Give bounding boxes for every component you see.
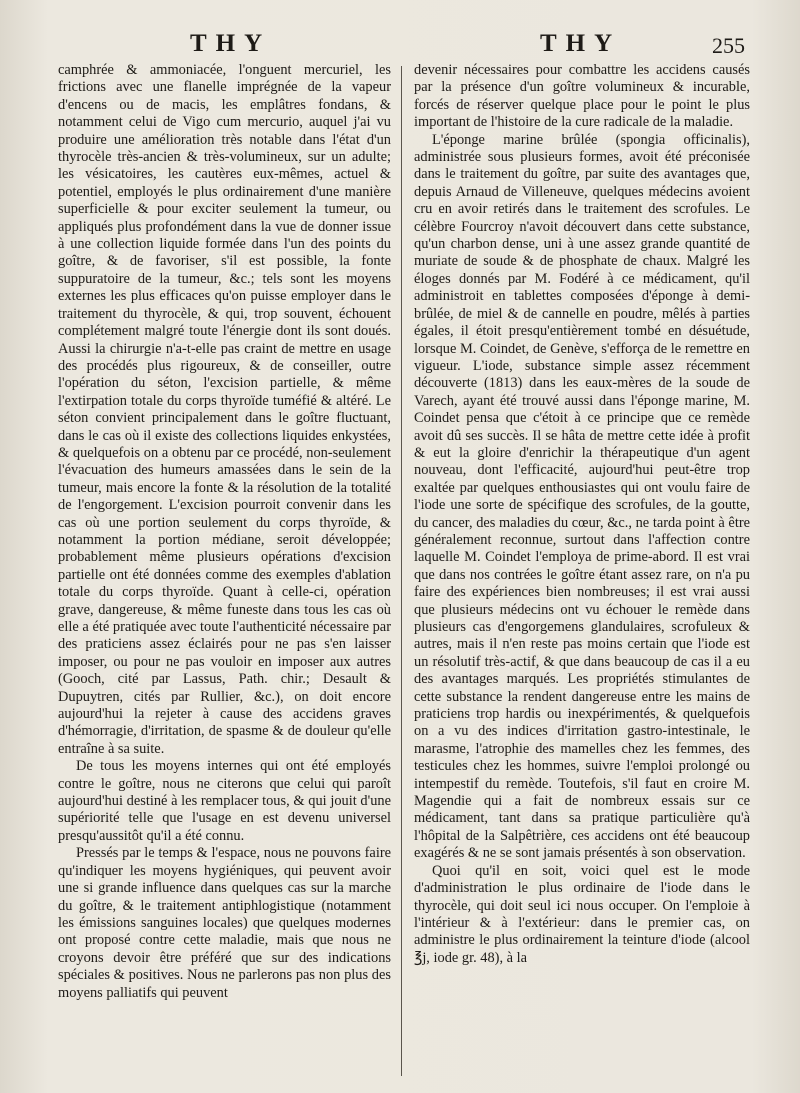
header-left-title: THY xyxy=(190,30,272,57)
left-paragraph-2: De tous les moyens internes qui ont été employés contre le goître, nous ne citerons que celui qui paroît aujourd'hui destiné à les remplacer tous, & qui jouit d'une supériorité telle que l'usage en est devenu universel presqu'aussitôt qu'il a été connu. xyxy=(58,758,391,844)
left-column xyxy=(58,62,391,1002)
right-paragraph-2: L'éponge marine brûlée (spongia officinalis), administrée sous plusieurs formes, avoit été préconisée dans le traitement du goître, par suite des avantages que, depuis Arnaud de Villeneuve, quelques médecins avoient cru en avoir retirés dans le traitement des scrofules. Le célèbre Fourcroy n'avoit découvert dans cette substance, qu'un charbon dense, uni à une assez grande quantité de muriate de soude & de phosphate de chaux. Malgré les éloges donnés par M. Fodéré à ce médicament, qu'il administroit en tablettes composées d'éponge à demi-brûlée, de miel & de cannelle en poudre, mêlés à parties égales, il étoit presqu'entièrement tombé en désuétude, lorsque M. Coindet, de Genève, s'efforça de le remettre en vigueur. L'iode, substance simple assez récemment découverte (1813) dans les eaux-mères de la soude de Varech, ayant été trouvé aussi dans l'éponge marine, M. Coindet pensa que c'étoit à ce principe que ce remède avoit dû ses succès. Il se hâta de mettre cette idée à profit & eut la gloire d'enrichir la thérapeutique d'un agent nouveau, dont l'efficacité, aujourd'hui peut-être trop exaltée par quelques enthousiastes qui ont voulu faire de l'iode une sorte de spécifique des scrofules, de la goutte, du cancer, des maladies du cœur, &c., ne tarda point à être généralement reconnue, surtout dans l'affection contre laquelle M. Coindet l'employa de prime-abord. Il est vrai que dans nos contrées le goître étant assez rare, on n'a pu faire des expériences bien nombreuses; il est vrai aussi que plusieurs médecins ont vu échouer le remède dans plusieurs cas d'engorgemens glandulaires, scrofuleux & autres, mais il n'en reste pas moins certain que l'iode est un résolutif très-actif, & que dans beaucoup de cas il a eu des avantages marqués. Les propriétés stimulantes de cette substance la rendent dangereuse entre les mains de praticiens trop hardis ou inexpérimentés, & quelquefois on a vu des indices d'irritation gastro-intestinale, le marasme, l'atrophie des mamelles chez les femmes, des testicules chez les hommes, suivre l'emploi prolongé ou intempestif du remède. Toutefois, s'il faut en croire M. Magendie qui a fait de nombreux essais sur ce médicament, tant dans sa pratique particulière qu'à l'hôpital de la Salpêtrière, ces accidens ont été beaucoup exagérés & ne se sont jamais présentés à son observation. xyxy=(414,131,750,862)
page-number: 255 xyxy=(712,33,745,58)
right-paragraph-3: Quoi qu'il en soit, voici quel est le mode d'administration le plus ordinaire de l'iode dans le thyrocèle, qui doit seul ici nous occuper. On l'emploie à l'intérieur & à l'extérieur: dans le premier cas, on administre le plus ordinairement la teinture d'iode (alcool ℥j, iode gr. 48), à la xyxy=(414,862,750,966)
header-right-title: THY xyxy=(540,30,622,57)
left-paragraph-3: Pressés par le temps & l'espace, nous ne pouvons faire qu'indiquer les moyens hygiéniques, qui peuvent avoir une si grande influence dans quelques cas sur la marche du goître, & le traitement antiphlogistique (notamment les émissions sanguines locales) que quelques modernes ont proposé contre cette maladie, mais que nous ne croyons devoir être préféré que sur des indications spéciales & positives. Nous ne parlerons pas non plus des moyens palliatifs qui peuvent xyxy=(58,845,391,1001)
left-paragraph-1: camphrée & ammoniacée, l'onguent mercuriel, les frictions avec une flanelle imprégnée de la vapeur d'encens ou de macis, les emplâtres fondans, & notamment celui de Vigo cum mercurio, auquel j'ai vu produire une amélioration très notable dans l'état d'un thyrocèle très-ancien & très-volumineux, sur un adulte; les vésicatoires, les cautères eux-mêmes, actuel & potentiel, employés le plus ordinairement d'une manière superficielle & pour exciter seulement la tumeur, ou appliqués plus profondément dans la vue de donner issue à une collection liquide formée dans l'un des points du goître, & de favoriser, s'il est possible, la fonte suppuratoire de la tumeur, &c.; tels sont les moyens externes les plus efficaces qu'on puisse employer dans le traitement du thyrocèle, & qui, trop souvent, échouent complétement malgré toute l'énergie dont ils sont doués. Aussi la chirurgie n'a-t-elle pas craint de mettre en usage des procédés plus rigoureux, & de conseiller, outre l'opération du séton, l'excision partielle, & même l'extirpation totale du corps thyroïde tuméfié & altéré. Le séton convient principalement dans le goître fluctuant, dans le cas où il existe des collections liquides enkystées, & quelquefois on a obtenu par ce procédé, non-seulement l'évacuation des humeurs amassées dans le sein de la tumeur, mais encore la fonte & la résolution de la totalité de l'engorgement. L'excision pourroit convenir dans les cas où une portion seulement du corps thyroïde, & notamment la portion médiane, seroit développée; probablement même plusieurs opérations d'excision partielle ont été données comme des exemples d'ablation totale du corps thyroïde. Quant à celle-ci, opération grave, dangereuse, & même funeste dans tous les cas où elle a été pratiquée avec toute l'authenticité nécessaire par des praticiens assez éclairés pour ne pas s'en laisser imposer, ou pour ne pas vouloir en imposer aux autres (Gooch, cité par Lassus, Path. chir.; Desault & Dupuytren, cités par Rullier, &c.), on doit encore aujourd'hui la rejeter à cause des accidens graves d'hémorragie, d'irritation, de spasme & de douleur qu'elle entraîne à sa suite. xyxy=(58,62,391,757)
right-paragraph-1: devenir nécessaires pour combattre les accidens causés par la présence d'un goître volumineux & incurable, forcés de réserver quelque place pour le point le plus important de l'histoire de la cure radicale de la maladie. xyxy=(414,62,750,131)
running-header xyxy=(0,30,800,60)
column-divider xyxy=(401,66,402,1076)
right-column xyxy=(414,62,750,967)
